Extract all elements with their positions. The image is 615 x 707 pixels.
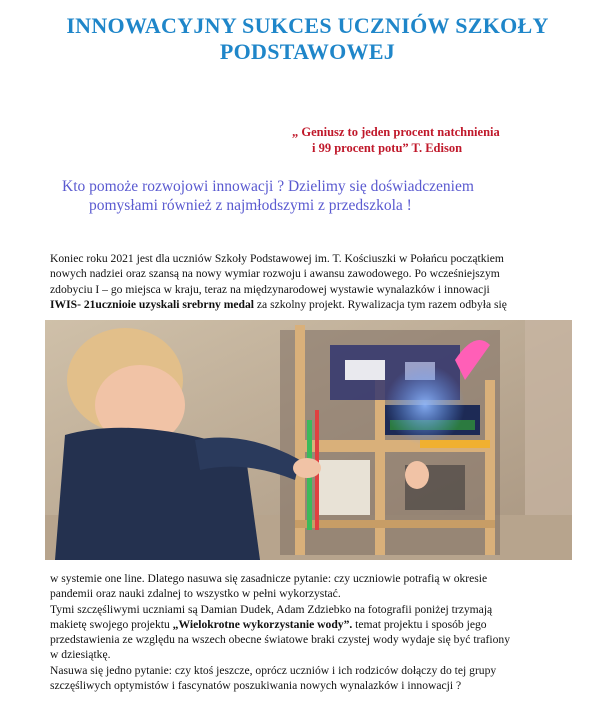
lead-line-2: pomysłami również z najmłodszymi z przedszkola ! [89, 197, 412, 214]
paragraph-line: Tymi szczęśliwymi uczniami są Damian Dudek, Adam Zdziebko na fotografii poniżej trzymają [50, 602, 493, 616]
lead-line-1: Kto pomoże rozwojowi innowacji ? Dzielimy się doświadczeniem [62, 178, 474, 195]
paragraph-line: w dziesiątkę. [50, 648, 111, 662]
page-title-line-1: INNOWACYJNY SUKCES UCZNIÓW SZKOŁY [66, 13, 549, 38]
project-name: „Wielokrotne wykorzystanie wody”. [172, 617, 353, 631]
quote-line-1: „ Geniusz to jeden procent natchnienia [292, 125, 500, 139]
paragraph-line: w systemie one line. Dlatego nasuwa się zasadnicze pytanie: czy uczniowie potrafią w okresie [50, 572, 488, 585]
paragraph-intro [50, 251, 575, 312]
quote-line-2: i 99 procent potu” T. Edison [312, 141, 463, 155]
page-title-line-2: PODSTAWOWEJ [219, 39, 396, 64]
medal-highlight: IWIS- 21ucznioie uzyskali srebrny medal [50, 297, 254, 311]
paragraph-line: Nasuwa się jedno pytanie: czy ktoś jeszcze, oprócz uczniów i ich rodziców dołączy do tej grupy [50, 663, 497, 677]
project-model [280, 325, 500, 555]
paragraph-continuation [50, 571, 575, 693]
project-photo [45, 320, 572, 560]
paragraph-line: pandemii oraz nauki zdalnej to wszystko w pełni wykorzystać. [50, 587, 341, 601]
paragraph-line: zdobyciu I – go miejsca w kraju, teraz na międzynarodowej wystawie wynalazków i innowacji [50, 282, 490, 296]
paragraph-line: szczęśliwych optymistów i fascynatów poszukiwania nowych wynalazków i innowacji ? [50, 679, 462, 693]
paragraph-line [50, 297, 575, 312]
paragraph-line: przedstawienia ze względu na wszech obecne światowe braki czystej wody wydaje się być trafiony [50, 633, 511, 647]
paragraph-text: temat projektu i sposób jego [352, 617, 487, 631]
paragraph-text: za szkolny projekt. Rywalizacja tym razem odbyła się [253, 297, 507, 311]
paragraph-text: makietę swojego projektu [50, 617, 173, 631]
paragraph-line [50, 617, 575, 632]
paragraph-line: Koniec roku 2021 jest dla uczniów Szkoły Podstawowej im. T. Kościuszki w Połańcu początkiem [50, 252, 504, 265]
paragraph-line: nowych nadziei oraz szansą na nowy wymiar rozwoju i awansu zawodowego. Po wcześniejszym [50, 267, 500, 281]
